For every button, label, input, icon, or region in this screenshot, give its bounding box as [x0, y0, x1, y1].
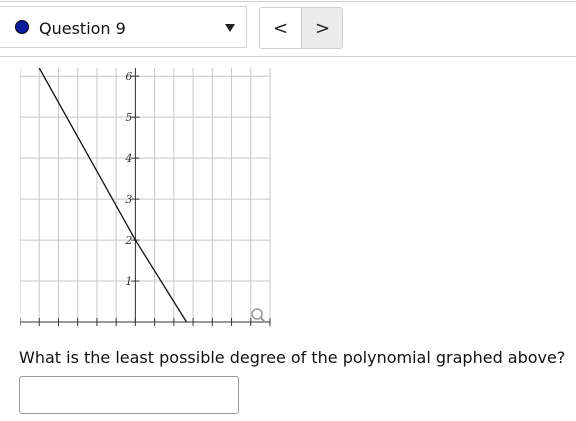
zoom-icon[interactable]	[252, 309, 265, 322]
chevron-right-icon: >	[314, 17, 331, 39]
graph-series	[39, 68, 186, 322]
header-divider	[0, 56, 576, 57]
y-tick-label: 5	[125, 111, 133, 125]
axes	[20, 68, 270, 322]
polynomial-graph	[20, 68, 280, 330]
axis-ticks	[20, 76, 270, 326]
question-status-dot	[15, 20, 29, 34]
next-question-button[interactable]	[302, 8, 343, 48]
top-divider	[0, 1, 576, 2]
grid-lines	[20, 68, 270, 322]
y-tick-label: 2	[125, 234, 133, 248]
chevron-left-icon: <	[272, 17, 289, 39]
answer-input[interactable]	[19, 376, 239, 414]
y-tick-label: 1	[125, 275, 133, 289]
y-tick-label: 6	[125, 70, 133, 84]
previous-question-button[interactable]	[260, 8, 302, 48]
series-line	[39, 68, 186, 322]
magnifier-handle	[261, 318, 266, 323]
question-selector[interactable]	[0, 6, 247, 48]
y-tick-labels	[124, 70, 132, 288]
question-prompt: What is the least possible degree of the polynomial graphed above?	[19, 348, 566, 367]
y-tick-label: 4	[125, 152, 133, 166]
question-nav	[259, 7, 343, 49]
y-tick-label: 3	[125, 193, 133, 207]
dropdown-caret-icon	[225, 24, 235, 32]
question-label: Question 9	[39, 19, 126, 38]
